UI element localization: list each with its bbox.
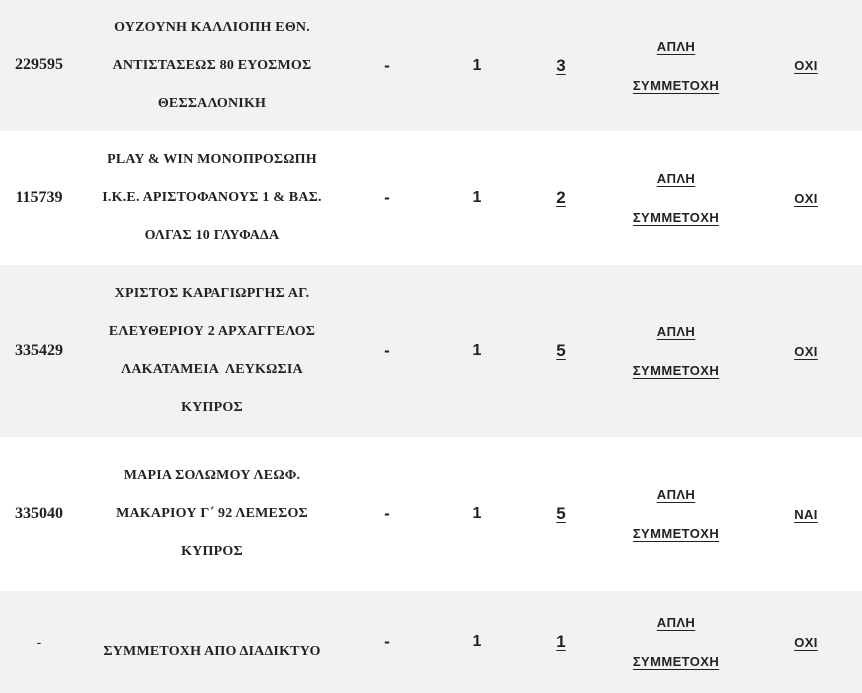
participation-type-link[interactable]: ΣΥΜΜΕΤΟΧΗ xyxy=(632,363,720,378)
participation-type-cell xyxy=(612,437,740,591)
yes-no-link[interactable]: ΟΧΙ xyxy=(794,343,818,359)
store-name-address xyxy=(80,591,344,693)
participation-type-cell xyxy=(612,131,740,265)
address-line: ΘΕΣΣΑΛΟΝΙΚΗ xyxy=(157,95,267,111)
participation-type-link[interactable]: ΣΥΜΜΕΤΟΧΗ xyxy=(632,654,720,669)
participation-type-cell xyxy=(612,591,740,693)
yes-no-link[interactable]: ΟΧΙ xyxy=(794,58,818,73)
table-row xyxy=(0,437,862,591)
address-line: ΛΑΚΑΤΑΜΕΙΑ ΛΕΥΚΩΣΙΑ xyxy=(121,362,303,377)
dash-value: - xyxy=(384,504,390,523)
column-value: 1 xyxy=(472,189,482,206)
participation-type-link[interactable]: ΑΠΛΗ xyxy=(656,171,696,186)
table-row xyxy=(0,131,862,265)
count-cell xyxy=(540,131,582,265)
table-row xyxy=(0,0,862,131)
participation-type-link[interactable]: ΣΥΜΜΕΤΟΧΗ xyxy=(632,526,720,541)
count-cell xyxy=(540,591,582,693)
count-cell xyxy=(540,0,582,131)
store-name-address xyxy=(80,131,344,265)
yes-no-cell xyxy=(776,437,836,591)
participation-type-link[interactable]: ΑΠΛΗ xyxy=(656,615,696,630)
address-line: ΧΡΙΣΤΟΣ ΚΑΡΑΓΙΩΡΓΗΣ ΑΓ. xyxy=(114,286,310,301)
column-value: 1 xyxy=(472,56,482,74)
address-line: ΕΛΕΥΘΕΡΙΟΥ 2 ΑΡΧΑΓΓΕΛΟΣ xyxy=(108,324,316,339)
address-line: ΣΥΜΜΕΤΟΧΗ ΑΠΟ ΔΙΑΔΙΚΤΥΟ xyxy=(103,644,321,659)
column-value: 1 xyxy=(472,505,482,522)
participation-type-link[interactable]: ΑΠΛΗ xyxy=(656,487,696,502)
store-id: 335040 xyxy=(15,505,63,522)
address-line: ΜΑΡΙΑ ΣΟΛΩΜΟΥ ΛΕΩΦ. xyxy=(123,468,301,483)
count-cell xyxy=(540,437,582,591)
participation-type-cell xyxy=(612,265,740,437)
participation-type-link[interactable]: ΣΥΜΜΕΤΟΧΗ xyxy=(632,77,720,93)
table-row xyxy=(0,591,862,693)
store-id: 335429 xyxy=(15,342,63,359)
yes-no-link[interactable]: ΟΧΙ xyxy=(794,634,818,650)
address-line: ΚΥΠΡΟΣ xyxy=(181,544,243,559)
participation-type-link[interactable]: ΑΠΛΗ xyxy=(656,38,696,54)
store-name-address xyxy=(80,265,344,437)
address-line: PLAY & WIN ΜΟΝΟΠΡΟΣΩΠΗ xyxy=(107,152,317,167)
count-link[interactable]: 2 xyxy=(556,188,566,207)
yes-no-cell xyxy=(776,591,836,693)
yes-no-link[interactable]: ΝΑΙ xyxy=(794,506,818,522)
participation-type-link[interactable]: ΑΠΛΗ xyxy=(656,324,696,339)
address-line: ΑΝΤΙΣΤΑΣΕΩΣ 80 ΕΥΟΣΜΟΣ xyxy=(112,57,312,73)
address-line: ΚΥΠΡΟΣ xyxy=(181,400,243,415)
yes-no-cell xyxy=(776,265,836,437)
store-id: 115739 xyxy=(15,189,63,206)
yes-no-cell xyxy=(776,131,836,265)
participation-type-cell xyxy=(612,0,740,131)
dash-value: - xyxy=(384,188,390,207)
store-name-address xyxy=(80,437,344,591)
dash-value: - xyxy=(384,341,390,360)
count-link[interactable]: 5 xyxy=(556,341,566,360)
table-row xyxy=(0,265,862,437)
yes-no-cell xyxy=(776,0,836,131)
store-name-address xyxy=(80,0,344,131)
address-line: ΟΥΖΟΥΝΗ ΚΑΛΛΙΟΠΗ ΕΘΝ. xyxy=(114,19,310,35)
store-id: - xyxy=(36,634,42,650)
dash-value: - xyxy=(384,632,390,651)
column-value: 1 xyxy=(472,342,482,359)
address-line: Ι.Κ.Ε. ΑΡΙΣΤΟΦΑΝΟΥΣ 1 & ΒΑΣ. xyxy=(102,190,322,205)
dash-value: - xyxy=(384,55,390,75)
count-link[interactable]: 3 xyxy=(556,55,566,75)
address-line: ΟΛΓΑΣ 10 ΓΛΥΦΑΔΑ xyxy=(144,228,280,243)
count-link[interactable]: 5 xyxy=(556,504,566,523)
column-value: 1 xyxy=(472,633,482,650)
count-cell xyxy=(540,265,582,437)
count-link[interactable]: 1 xyxy=(556,632,566,651)
participation-type-link[interactable]: ΣΥΜΜΕΤΟΧΗ xyxy=(632,210,720,225)
address-line: ΜΑΚΑΡΙΟΥ Γ΄ 92 ΛΕΜΕΣΟΣ xyxy=(116,506,308,521)
store-id: 229595 xyxy=(15,55,63,73)
yes-no-link[interactable]: ΟΧΙ xyxy=(794,190,818,206)
